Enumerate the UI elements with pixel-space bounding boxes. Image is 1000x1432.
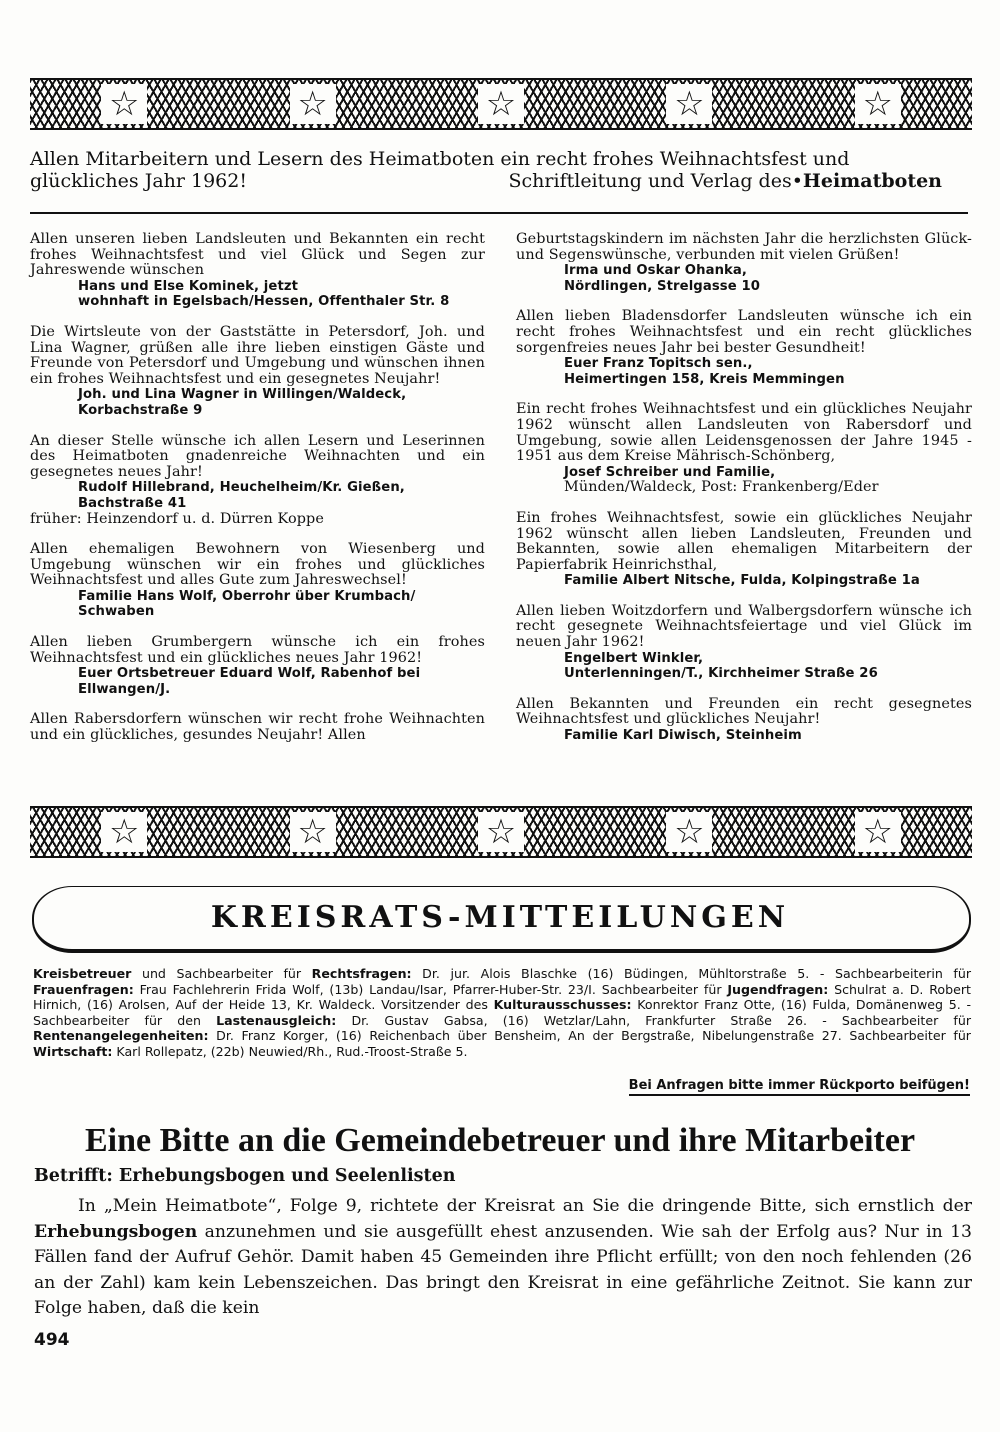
greeting-item: Allen Rabersdorfern wünschen wir recht frohe Weihnachten und ein glückliches, gesundes Neujahr! Allen	[30, 711, 485, 744]
left-column-greetings	[30, 232, 485, 759]
page-number: 494	[34, 1330, 70, 1350]
greeting-item: Allen lieben Bladensdorfer Landsleuten wünsche ich ein recht frohes Weihnachtsfest und ein recht glückliches sorgenfreies neues Jahr bei bester Gesundheit! Euer Franz Topitsch sen., Heimertingen 158, Kreis Memmingen	[516, 308, 972, 387]
kreisrat-contacts: Kreisbetreuer und Sachbearbeiter für Rechtsfragen: Dr. jur. Alois Blaschke (16) Büdingen, Mühltorstraße 5. - Sachbearbeiterin für Frauenfragen: Frau Fachlehrerin Frida Wolf, (13b) Landau/Isar, Pfarrer-Huber-Str. 23/I. Sachbearbeiter für Jugendfragen: Schulrat a. D. Robert Hirnich, (16) Arolsen, Auf der Heide 13, Kr. Waldeck. Vorsitzender des Kulturausschusses: Konrektor Franz Otte, (16) Fulda, Domänenweg 5. - Sachbearbeiter für den Lastenausgleich: Dr. Gustav Gabsa, (16) Wetzlar/Lahn, Frankfurter Straße 26. - Sachbearbeiter für Rentenangelegenheiten: Dr. Franz Korger, (16) Reichenbach über Bensheim, An der Bergstraße, Nibelungenstraße 27. Sachbearbeiter für Wirtschaft: Karl Rollepatz, (22b) Neuwied/Rh., Rud.-Troost-Straße 5.	[33, 966, 972, 1059]
star-icon: ☆	[101, 84, 147, 124]
greeting-item: Allen lieben Grumbergern wünsche ich ein frohes Weihnachtsfest und ein glückliches neues Jahr 1962! Euer Ortsbetreuer Eduard Wolf, Rabenhof bei Ellwangen/J.	[30, 634, 485, 697]
section-rule	[30, 212, 968, 214]
greeting-item: An dieser Stelle wünsche ich allen Lesern und Leserinnen des Heimatboten gnadenreiche Weihnachten und ein gesegnetes neues Jahr! Rudolf Hillebrand, Heuchelheim/Kr. Gießen, Bachstraße 41 früher: Heinzendorf u. d. Dürren Koppe	[30, 432, 485, 527]
greeting-item: Ein frohes Weihnachtsfest, sowie ein glückliches Neujahr 1962 wünscht allen lieben Landsleuten, Freunden und Bekannten, sowie allen ehemaligen Mitarbeitern der Papierfabrik Heinrichsthal, Familie Albert Nitsche, Fulda, Kolpingstraße 1a	[516, 509, 972, 589]
return-postage-note: Bei Anfragen bitte immer Rückporto beifügen!	[629, 1078, 970, 1096]
star-icon: ☆	[478, 84, 524, 124]
star-icon: ☆	[478, 812, 524, 852]
greeting-item: Allen Bekannten und Freunden ein recht gesegnetes Weihnachtsfest und glückliches Neujahr! Familie Karl Diwisch, Steinheim	[516, 695, 972, 744]
greeting-line-1: Allen Mitarbeitern und Lesern des Heimatboten ein recht frohes Weihnachtsfest und	[30, 148, 850, 170]
star-icon: ☆	[290, 84, 336, 124]
kreisrat-title: KREISRATS-MITTEILUNGEN	[210, 900, 790, 935]
greeting-line-2: glückliches Jahr 1962!	[30, 170, 247, 192]
greeting-item: Allen unseren lieben Landsleuten und Bekannten ein recht frohes Weihnachtsfest und viel Glück und Segen zur Jahreswende wünschen Hans und Else Kominek, jetzt wohnhaft in Egelsbach/Hessen, Offenthaler Str. 8	[30, 231, 485, 310]
christmas-greeting	[30, 148, 972, 192]
middle-ornament-border	[30, 806, 972, 858]
top-ornament-border	[30, 78, 972, 130]
greeting-signature: Schriftleitung und Verlag des•Heimatboten	[508, 170, 942, 192]
star-icon: ☆	[290, 812, 336, 852]
article-title: Eine Bitte an die Gemeindebetreuer und ihre Mitarbeiter	[84, 1122, 916, 1159]
star-icon: ☆	[855, 84, 901, 124]
star-icon: ☆	[855, 812, 901, 852]
star-icon: ☆	[101, 812, 147, 852]
greeting-item: Ein recht frohes Weihnachtsfest und ein glückliches Neujahr 1962 wünscht allen Landsleuten von Rabersdorf und Umgebung, sowie allen Leidensgenossen der Jahre 1945 - 1951 aus dem Kreise Mährisch-Schönberg, Josef Schreiber und Familie, Münden/Waldeck, Post: Frankenberg/Eder	[516, 401, 972, 496]
right-column-greetings	[516, 232, 972, 759]
article-body: In „Mein Heimatbote“, Folge 9, richtete der Kreisrat an Sie die dringende Bitte, sich ernstlich der Erhebungsbogen anzunehmen und sie ausgefüllt ehest anzusenden. Wie sah der Erfolg aus? Nur in 13 Fällen fand der Aufruf Gehör. Damit haben 45 Gemeinden ihre Pflicht erfüllt; von den noch fehlenden (26 an der Zahl) kam kein Lebenszeichen. Das bringt den Kreisrat in eine gefährliche Zeitnot. Sie kann zur Folge haben, daß die kein	[34, 1196, 972, 1319]
greeting-item: Geburtstagskindern im nächsten Jahr die herzlichsten Glück- und Segenswünsche, verbunden mit vielen Grüßen! Irma und Oskar Ohanka, Nördlingen, Strelgasse 10	[516, 231, 972, 294]
greeting-item: Die Wirtsleute von der Gaststätte in Petersdorf, Joh. und Lina Wagner, grüßen alle ihre lieben einstigen Gäste und Freunde von Petersdorf und Umgebung und wünschen ihnen ein frohes Weihnachtsfest und ein gesegnetes Neujahr! Joh. und Lina Wagner in Willingen/Waldeck, Korbachstraße 9	[30, 323, 485, 418]
greeting-item: Allen lieben Woitzdorfern und Walbergsdorfern wünsche ich recht gesegnete Weihnachtsfeiertage und viel Glück im neuen Jahr 1962! Engelbert Winkler, Unterlenningen/T., Kirchheimer Straße 26	[516, 602, 972, 682]
star-icon: ☆	[666, 812, 712, 852]
star-icon: ☆	[666, 84, 712, 124]
article-subtitle: Betrifft: Erhebungsbogen und Seelenlisten	[34, 1166, 456, 1186]
greeting-item: Allen ehemaligen Bewohnern von Wiesenberg und Umgebung wünschen wir ein frohes und glückliches Weihnachtsfest und alles Gute zum Jahreswechsel! Familie Hans Wolf, Oberrohr über Krumbach/ Schwaben	[30, 541, 485, 620]
